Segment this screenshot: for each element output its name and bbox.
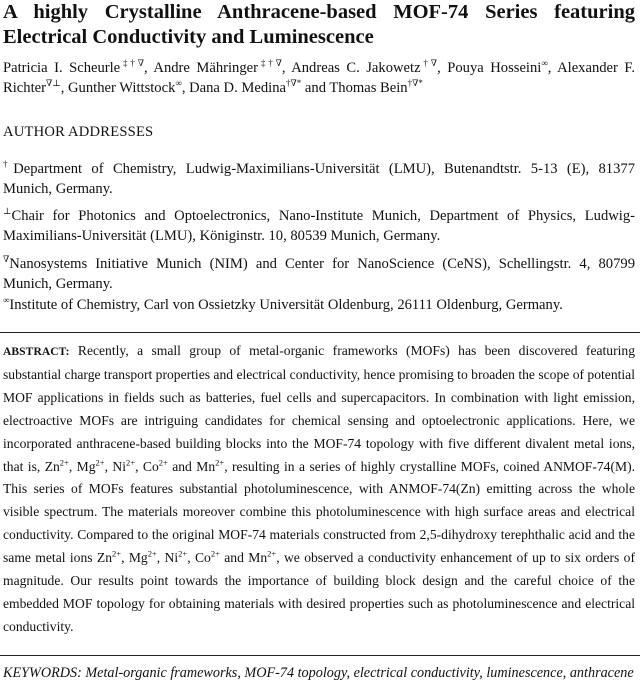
author-name: Thomas Bein xyxy=(329,80,408,96)
affiliation-text: Department of Chemistry, Ludwig-Maximilians-Universität (LMU), Butenandtstr. 5-13 (E), 81377 Munich, Germany. xyxy=(3,161,635,197)
ion-charge-superscript: 2+ xyxy=(210,548,220,559)
affiliation-text: Nanosystems Initiative Munich (NIM) and Center for NanoScience (CeNS), Schellingstr. 4, 80799 Munich, Germany. xyxy=(3,256,635,292)
author-affiliation-marks: †∇* xyxy=(407,78,423,89)
author-affiliation-marks: ∞ xyxy=(541,58,548,69)
ion-charge-superscript: 2+ xyxy=(215,457,225,467)
author-name: Andreas C. Jakowetz xyxy=(291,60,421,76)
ion-charge-superscript: 2+ xyxy=(267,548,277,559)
abstract-label: ABSTRACT: xyxy=(3,346,70,358)
ion-charge-superscript: 2+ xyxy=(112,548,122,559)
affiliation-mark: ∇ xyxy=(3,254,10,265)
paper-title: A highly Crystalline Anthracene-based MOF-74 Series featuring Electrical Conductivity and Luminescence xyxy=(3,1,635,48)
affiliation-lmu-chemistry xyxy=(3,159,635,199)
author-list: Patricia I. Scheurle‡†∇, Andre Mähringer‡†∇, Andreas C. Jakowetz†∇, Pouya Hosseini∞, Alexander F. Richter∇⊥, Gunther Wittstock∞, Dana D. Medina†∇* and Thomas Bein†∇* xyxy=(3,58,635,96)
affiliation-text: Institute of Chemistry, Carl von Ossietzky Universität Oldenburg, 26111 Oldenburg, Germany. xyxy=(9,297,563,313)
keywords: KEYWORDS: Metal-organic frameworks, MOF-74 topology, electrical conductivity, luminescence, anthracene xyxy=(3,665,634,681)
top-divider xyxy=(0,332,640,333)
affiliation-mark: ∞ xyxy=(3,295,10,306)
author-affiliation-marks: ‡†∇ xyxy=(257,58,282,69)
abstract-text: Recently, a small group of metal-organic frameworks (MOFs) has been discovered featuring substantial charge transport properties and electrical conductivity, hence promising to broaden the scope of potential MOF applications in fields such as batteries, fuel cells and supercapacitors. In combination with light emission, electroactive MOFs are intriguing candidates for chemical sensing and optoelectronic applications. Here, we incorporated anthracene-based building blocks into the MOF-74 topology with five different divalent metal ions, that is, $Zn^{2+}$, $Mg^{2+}$, $Ni^{2+}$, $Co^{2+}$ and $Mn^{2+}$, resulting in a series of highly crystalline MOFs, coined ANMOF-74(M). This series of MOFs features substantial photoluminescence, with ANMOF-74(Zn) emitting across the whole visible spectrum. The materials moreover combine this photoluminescence with high surface areas and electrical conductivity. Compared to the original MOF-74 materials constructed from 2,5-dihydroxy terephthalic acid and the same metal ions $Zn^{2+}$, $Mg^{2+}$, $Ni^{2+}$, $Co^{2+}$ and $Mn^{2+}$, we observed a conductivity enhancement of up to six orders of magnitude. Our results point towards the importance of building block design and the careful choice of the embedded MOF topology for obtaining materials with desired properties such as photoluminescence and electrical conductivity. xyxy=(3,343,636,634)
abstract xyxy=(3,340,635,639)
ion-charge-superscript: 2+ xyxy=(158,457,168,467)
ion-charge-superscript: 2+ xyxy=(147,548,157,559)
ion-charge-superscript: 2+ xyxy=(178,548,188,559)
author-affiliation-marks: ∇⊥ xyxy=(45,78,61,89)
ion-charge-superscript: 2+ xyxy=(126,457,136,467)
affiliation-text: Chair for Photonics and Optoelectronics, Nano-Institute Munich, Department of Physics, Ludwig-Maximilians-Universität (LMU), Königinstr. 10, 80539 Munich, Germany. xyxy=(3,208,635,244)
affiliation-photonics-chair xyxy=(3,206,635,246)
author-name: Patricia I. Scheurle xyxy=(3,60,121,76)
affiliation-mark: † xyxy=(3,159,14,170)
author-affiliation-marks: †∇ xyxy=(420,58,438,69)
author-name: Dana D. Medina xyxy=(189,80,286,96)
author-affiliation-marks: ∞ xyxy=(175,78,182,89)
author-name: Gunther Wittstock xyxy=(68,80,176,96)
ion-charge-superscript: 2+ xyxy=(95,457,105,467)
author-name: Alexander F. Richter xyxy=(3,60,635,96)
bottom-divider xyxy=(0,655,640,656)
author-affiliation-marks: ‡†∇ xyxy=(120,58,145,69)
author-name: Andre Mähringer xyxy=(153,60,258,76)
affiliation-mark: ⊥ xyxy=(3,206,12,217)
affiliation-oldenburg-chemistry xyxy=(3,295,635,315)
author-affiliation-marks: †∇* xyxy=(285,78,302,89)
ion-charge-superscript: 2+ xyxy=(59,457,69,467)
affiliation-nanosystems-initiative xyxy=(3,254,635,294)
author-addresses-heading: AUTHOR ADDRESSES xyxy=(3,124,154,140)
author-name: Pouya Hosseini xyxy=(447,60,542,76)
